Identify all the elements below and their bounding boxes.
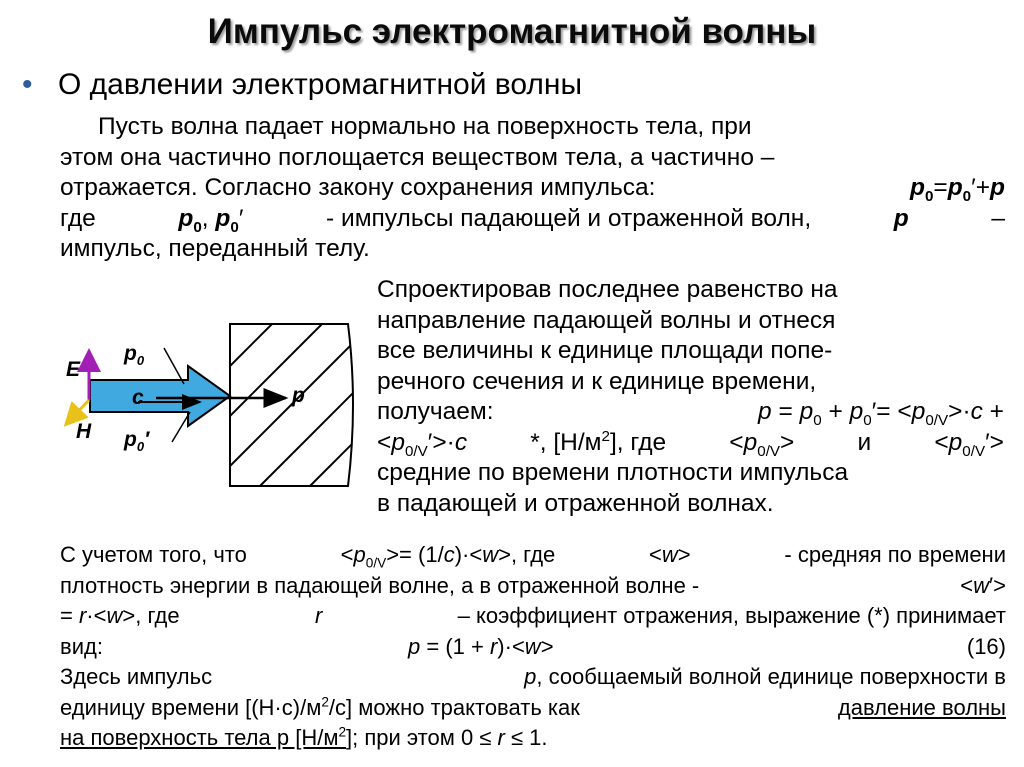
p1-line-2 <box>60 143 1005 174</box>
p1-word-gde: где <box>60 204 96 232</box>
p3-text-1c: - средняя по времени <box>784 542 1006 567</box>
p1-line-3 <box>60 173 1005 204</box>
p3-line-6 <box>60 693 1006 724</box>
p1-line-5 <box>60 234 1005 265</box>
p3-line-3 <box>60 601 1006 632</box>
p3-sym-r2: r <box>497 725 505 750</box>
p2-line-8 <box>377 489 1004 520</box>
p3-text-7-underlined: на поверхность тела р $[Н/м^2]$ <box>60 724 353 750</box>
bullet-heading <box>22 68 582 102</box>
p3-line-2 <box>60 571 1006 602</box>
p0-leader <box>164 348 184 384</box>
p2-word-and: и <box>857 428 872 456</box>
bullet-heading-text: О давлении электромагнитной волны <box>58 68 583 101</box>
p3-line-1 <box>60 540 1006 571</box>
p1-dash: – <box>991 204 1005 232</box>
eq-pressure-projection: $p = p_0 + p_0'= <p_{0/V}>\cdot c$ + <box>758 398 1004 429</box>
paragraph-1 <box>60 112 1005 265</box>
p3-sym-wprime: <w′> <box>960 572 1006 598</box>
label-p0-reflected: $p_0'$ <box>124 428 150 455</box>
p3-text-6: единицу времени $[(Н\cdot с)/м^2/с]$ можно трактовать как <box>60 694 580 720</box>
p2-line-6 <box>377 428 1004 459</box>
p1-text-4: - импульсы падающей и отраженной волн, <box>326 204 812 232</box>
p3-text-7d: ≤ 1. <box>510 725 548 750</box>
eq-16: p = (1 + r)·<w> <box>408 633 554 659</box>
p2-text-units: *, $[Н/м^2]$, где <box>530 427 667 456</box>
p1-text-2: этом она частично поглощается веществом тела, а частично – <box>60 143 775 171</box>
p2-line-7 <box>377 458 1004 489</box>
p1-text-3: отражается. Согласно закону сохранения импульса: <box>60 174 656 201</box>
p2-text-4: речного сечения и к единице времени, <box>377 367 817 395</box>
label-H: H <box>76 420 92 443</box>
p1-line-1 <box>60 112 1005 143</box>
p2-line-1 <box>377 275 1004 306</box>
p2-text-8: в падающей и отраженной волнах. <box>377 489 774 517</box>
p2-eq-reflected: $<p_{0/V}'>\cdot c$ <box>377 428 468 460</box>
p2-line-2 <box>377 306 1004 337</box>
eq-16-number: (16) <box>966 633 1006 659</box>
p1-line-4 <box>60 204 1005 235</box>
p3-line-4 <box>60 632 1006 663</box>
label-p0: $p_0$ <box>124 342 145 369</box>
label-p: p <box>292 384 305 407</box>
p3-sym-r: r <box>314 603 323 628</box>
p1-symbols-p0: $p_0$, $p_0'$ <box>178 204 244 236</box>
p3-eq-1: $<p_{0/V}>= (1/c)\cdot<w>$, где <box>340 542 556 571</box>
bullet-dot-icon: • <box>22 68 33 101</box>
p3-sym-p: p, сообщаемый волной единице поверхности в <box>524 664 1006 689</box>
p3-text-1a: С учетом того, что <box>60 542 247 567</box>
p1-text-1: Пусть волна падает нормально на поверхность тела, при <box>98 113 752 140</box>
incident-wave-arrow <box>90 366 230 426</box>
p2-sym-incident: $<p_{0/V}>$ <box>729 428 795 460</box>
wave-diagram <box>60 318 360 490</box>
p2-text-2: направление падающей волны и отнеся <box>377 306 836 334</box>
p2-text-1: Спроектировав последнее равенство на <box>377 276 838 303</box>
p3-text-7c: ; при этом 0 ≤ <box>352 725 492 750</box>
label-c: c <box>132 386 144 409</box>
eq-momentum-conservation: $p_0=p_0'+p$ <box>909 174 1005 205</box>
p3-eq-3: = r·<w>, где <box>60 603 180 628</box>
p3-text-6-underlined: давление волны <box>837 694 1006 720</box>
p3-text-3: – коэффициент отражения, выражение (*) принимает <box>457 603 1006 628</box>
wave-diagram-svg <box>60 318 360 490</box>
p2-text-3: все величины к единице площади попе- <box>377 337 833 364</box>
p3-text-2: плотность энергии в падающей волне, а в отраженной волне - <box>60 572 700 598</box>
h-vector <box>72 400 89 418</box>
slide-title: Импульс электромагнитной волны <box>207 12 817 51</box>
paragraph-2 <box>377 275 1004 519</box>
p3-text-5a: Здесь импульс <box>60 664 213 689</box>
paragraph-3 <box>60 540 1006 754</box>
p3-sym-w: <w> <box>649 542 691 567</box>
p3-line-7 <box>60 723 1006 754</box>
p2-text-5: получаем: <box>377 398 494 425</box>
p1-text-5: импульс, переданный телу. <box>60 235 370 262</box>
p2-text-7: средние по времени плотности импульса <box>377 459 849 486</box>
p2-line-4 <box>377 367 1004 398</box>
p3-text-4: вид: <box>60 633 103 659</box>
label-E: E <box>66 358 81 381</box>
p2-line-3 <box>377 336 1004 367</box>
p1-symbol-p: p <box>893 204 909 232</box>
p3-line-5 <box>60 662 1006 693</box>
p2-line-5 <box>377 397 1004 428</box>
p2-sym-reflected: $<p_{0/V}'>$ <box>934 428 1004 460</box>
